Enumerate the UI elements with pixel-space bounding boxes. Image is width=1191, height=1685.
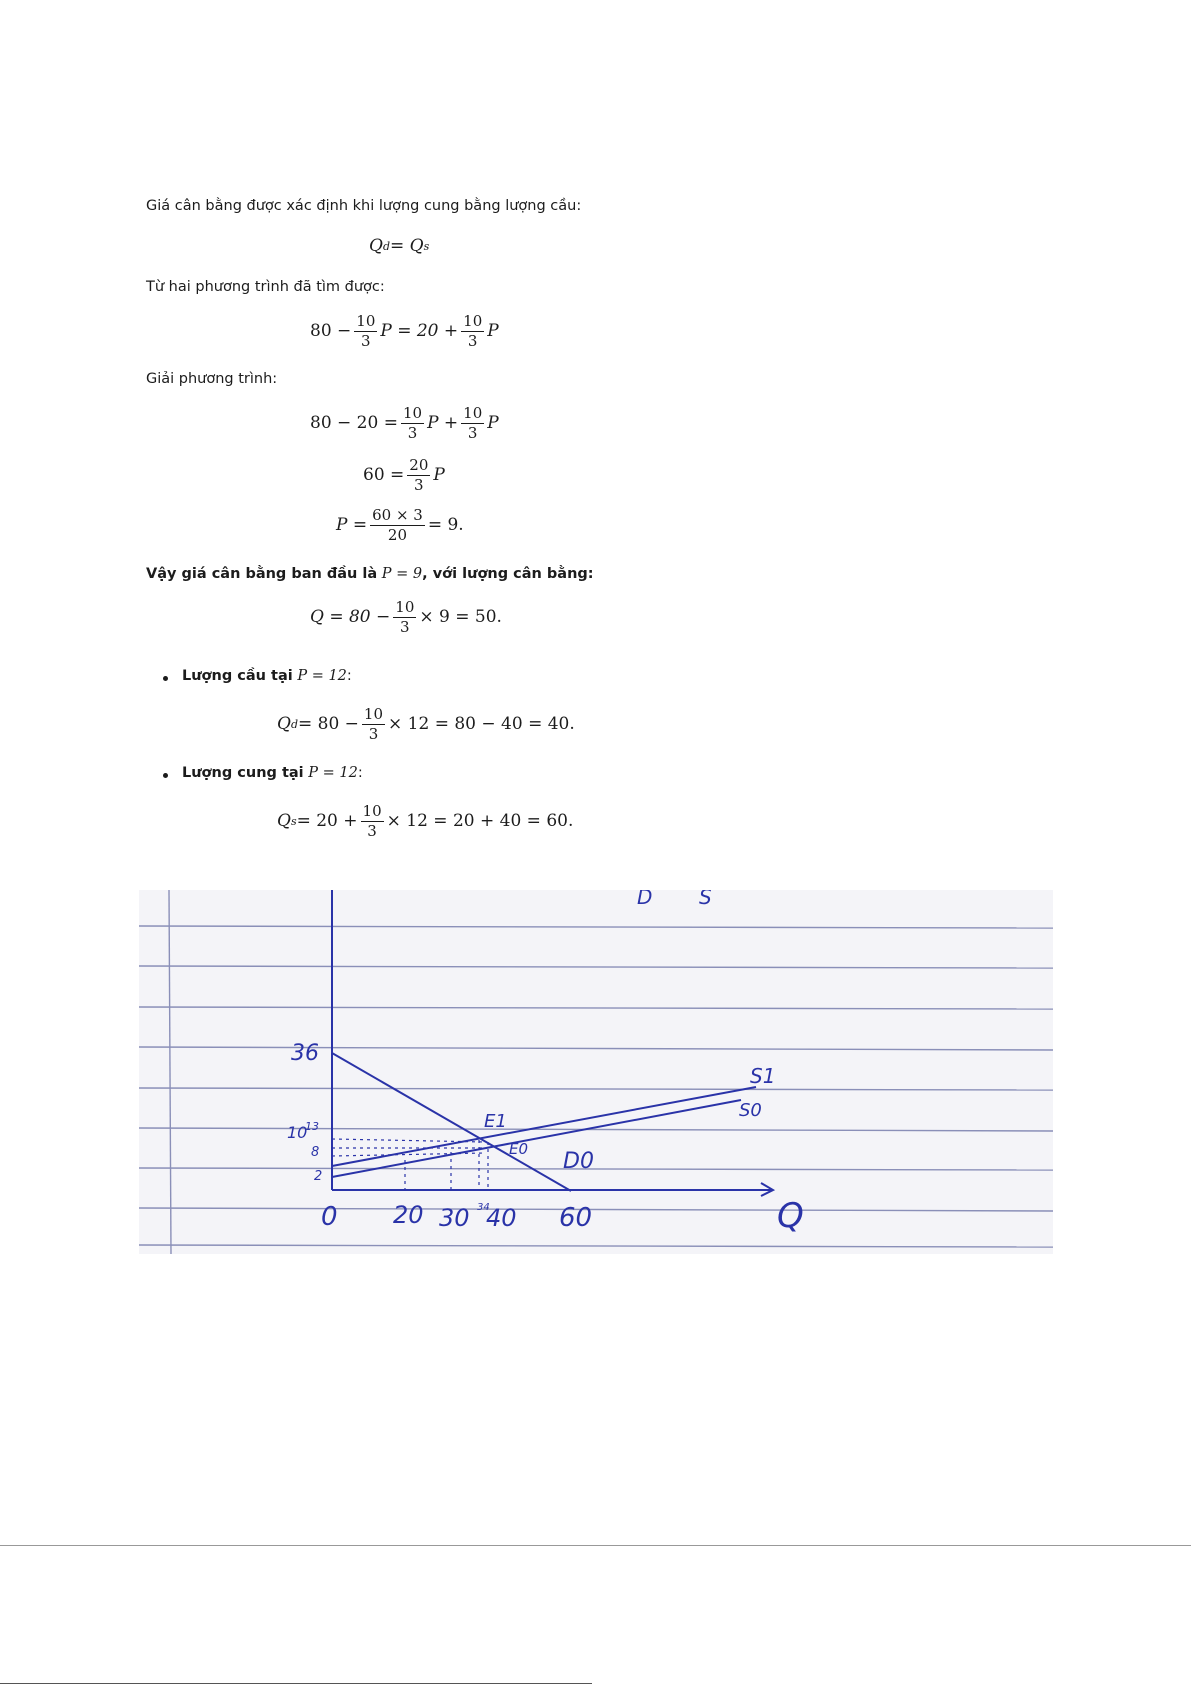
curve-label-s1: S1 — [750, 1064, 776, 1088]
curve-label-d0: D0 — [563, 1149, 594, 1174]
equation-step-1: 80 − 20 = $\frac{10}{3}$ P + $\frac{10}{3}$ P — [310, 404, 499, 442]
solve-line: Giải phương trình: — [146, 371, 278, 387]
y-label-8: 8 — [311, 1145, 320, 1160]
x-label-34: 34 — [477, 1202, 490, 1213]
handdrawn-supply-demand-sketch — [139, 890, 1053, 1254]
bullet-demand: Lượng cầu tại P = 12: — [182, 668, 352, 684]
bottom-rule — [0, 1683, 592, 1684]
x-label-20: 20 — [393, 1201, 424, 1229]
point-label-e1: E1 — [484, 1111, 507, 1132]
equation-demand-equals-supply: 80 − $\frac{10}{3}$ P = 20 + $\frac{10}{3}$ P — [310, 312, 499, 350]
point-label-e0: E0 — [509, 1140, 529, 1158]
x-label-40: 40 — [486, 1204, 517, 1232]
bullet-supply: Lượng cung tại P = 12: — [182, 765, 363, 781]
equation-qd-eq-qs: Q d = Q s — [369, 236, 430, 256]
bullet-dot — [163, 676, 168, 681]
equation-step-3: P = $\frac{60 \times 3}{20}$ = 9. — [336, 506, 464, 544]
equation-supply-at-12: Q s = 20 + $\frac{10}{3}$ × 12 = 20 + 40 = 60. — [277, 802, 574, 840]
y-label-13: 13 — [305, 1120, 319, 1133]
y-label-10: 10 — [287, 1123, 308, 1142]
scribble-d: D — [637, 890, 653, 909]
x-label-60: 60 — [559, 1203, 593, 1233]
paper-background — [139, 890, 1053, 1254]
from-equations-line: Từ hai phương trình đã tìm được: — [146, 279, 385, 295]
equation-quantity: Q = 80 − $\frac{10}{3}$ × 9 = 50. — [310, 598, 502, 636]
conclusion-line: Vậy giá cân bằng ban đầu là P = 9, với lượng cân bằng: — [146, 566, 594, 582]
bullet-dot — [163, 773, 168, 778]
curve-label-s0: S0 — [739, 1100, 762, 1121]
x-label-0: 0 — [321, 1202, 338, 1232]
x-label-30: 30 — [439, 1204, 470, 1232]
footer-rule — [0, 1545, 1191, 1546]
equation-demand-at-12: Q d = 80 − $\frac{10}{3}$ × 12 = 80 − 40 = 40. — [277, 705, 575, 743]
intro-line: Giá cân bằng được xác định khi lượng cung bằng lượng cầu: — [146, 198, 582, 214]
equation-step-2: 60 = $\frac{20}{3}$ P — [363, 456, 445, 494]
scribble-s: S — [699, 890, 712, 909]
y-label-2: 2 — [314, 1169, 323, 1184]
y-label-36: 36 — [291, 1041, 319, 1066]
axis-label-q: Q — [777, 1196, 804, 1236]
